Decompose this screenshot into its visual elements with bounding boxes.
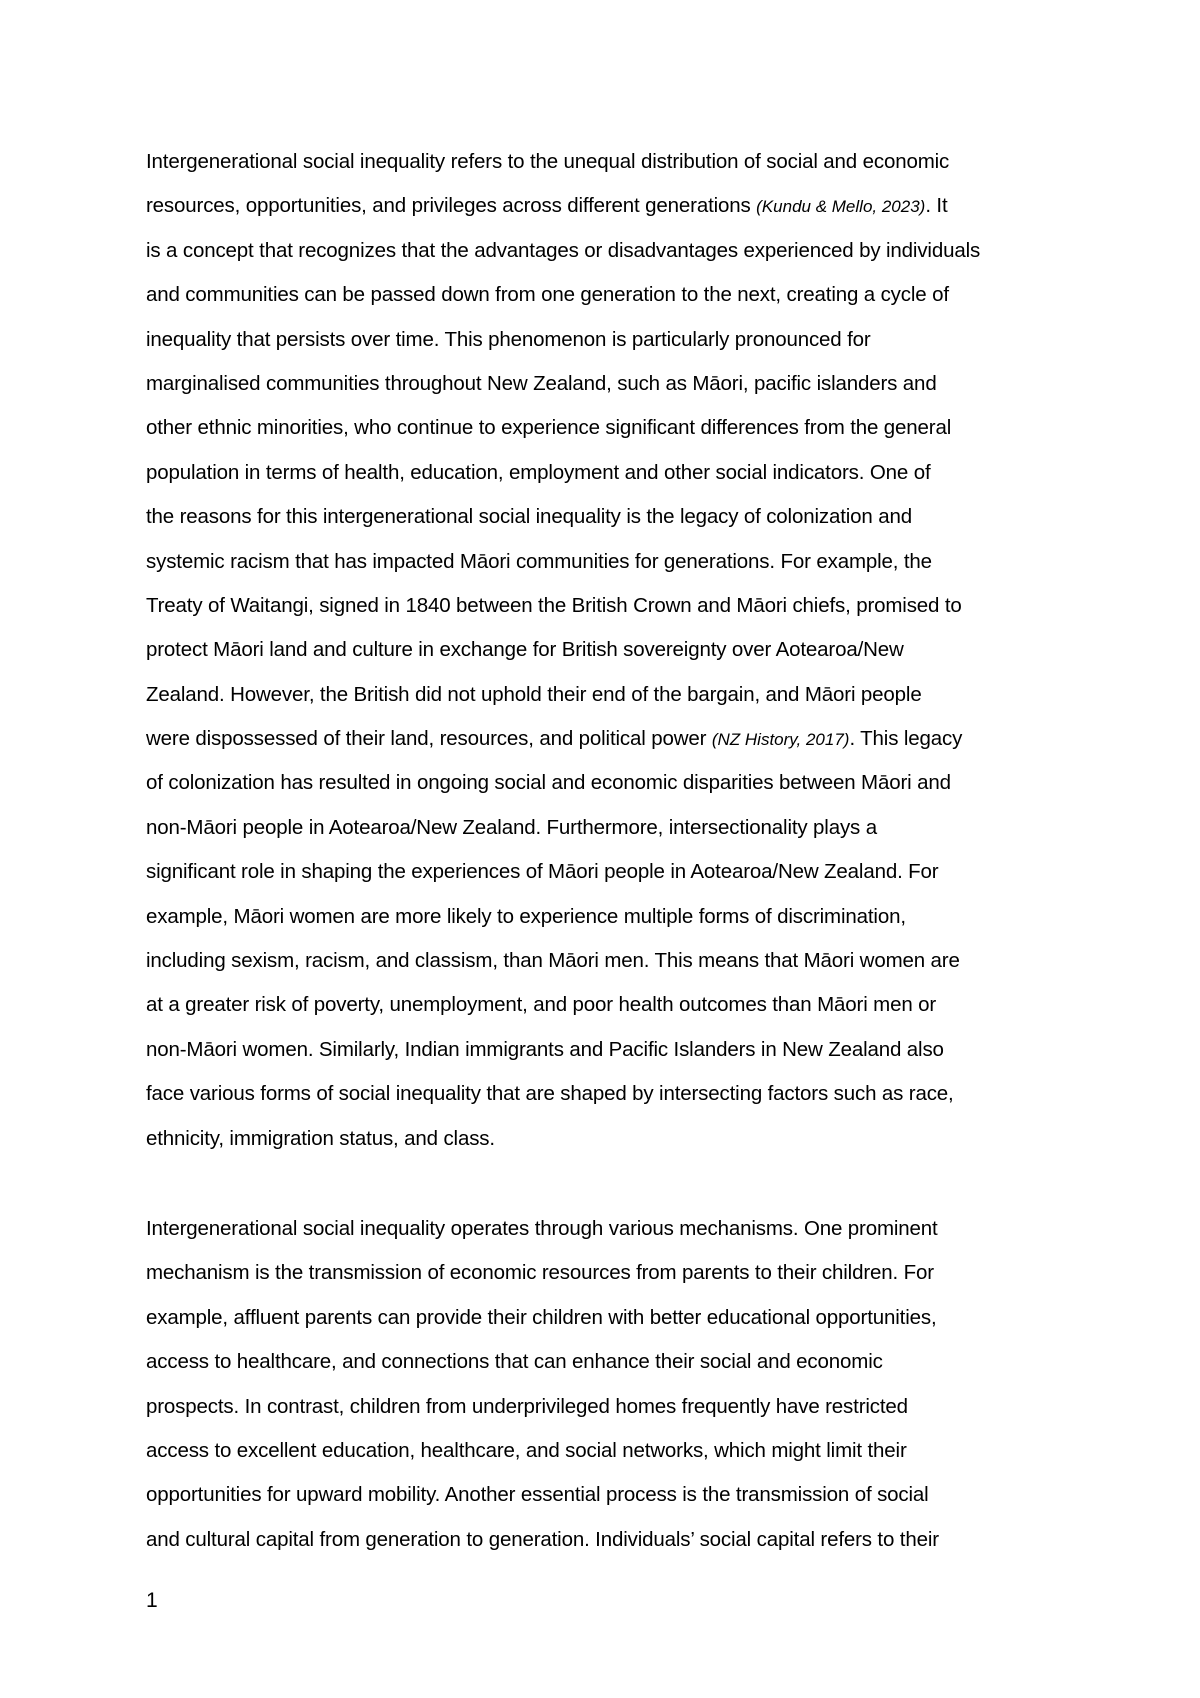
text-run: non-Māori people in Aotearoa/New Zealand. Furthermore, intersectionality plays a bbox=[146, 815, 877, 839]
citation: (Kundu & Mello, 2023) bbox=[756, 197, 926, 217]
text-run: mechanism is the transmission of economic resources from parents to their children. For bbox=[146, 1261, 934, 1285]
text-run: . It bbox=[925, 194, 948, 218]
text-line bbox=[146, 983, 980, 1027]
text-run: other ethnic minorities, who continue to experience significant differences from the general bbox=[146, 416, 952, 440]
text-run: inequality that persists over time. This phenomenon is particularly pronounced for bbox=[146, 327, 871, 351]
text-line bbox=[146, 1385, 939, 1429]
body-paragraph-1 bbox=[146, 140, 980, 1161]
text-line bbox=[146, 140, 980, 184]
text-line bbox=[146, 628, 980, 672]
text-line bbox=[146, 1207, 939, 1251]
text-line bbox=[146, 1072, 980, 1116]
text-run: . This legacy bbox=[849, 727, 963, 751]
text-line bbox=[146, 1429, 939, 1473]
text-run: opportunities for upward mobility. Another essential process is the transmission of social bbox=[146, 1483, 929, 1507]
text-run: non-Māori women. Similarly, Indian immigrants and Pacific Islanders in New Zealand also bbox=[146, 1037, 944, 1061]
text-line bbox=[146, 1251, 939, 1295]
text-run: protect Māori land and culture in exchange for British sovereignty over Aotearoa/New bbox=[146, 638, 904, 662]
text-line bbox=[146, 362, 980, 406]
text-run: including sexism, racism, and classism, than Māori men. This means that Māori women are bbox=[146, 949, 960, 973]
text-line bbox=[146, 895, 980, 939]
text-line bbox=[146, 1117, 980, 1161]
text-line bbox=[146, 318, 980, 362]
text-line bbox=[146, 584, 980, 628]
text-run: systemic racism that has impacted Māori communities for generations. For example, the bbox=[146, 549, 932, 573]
text-run: Zealand. However, the British did not uphold their end of the bargain, and Māori people bbox=[146, 682, 922, 706]
text-run: access to excellent education, healthcare, and social networks, which might limit their bbox=[146, 1438, 907, 1462]
text-run: Intergenerational social inequality operates through various mechanisms. One prominent bbox=[146, 1217, 938, 1240]
text-run: and communities can be passed down from one generation to the next, creating a cycle of bbox=[146, 283, 949, 307]
text-line bbox=[146, 1473, 939, 1517]
text-run: the reasons for this intergenerational social inequality is the legacy of colonization and bbox=[146, 505, 912, 529]
text-line bbox=[146, 717, 980, 761]
text-line bbox=[146, 1296, 939, 1340]
text-line bbox=[146, 806, 980, 850]
citation: (NZ History, 2017) bbox=[711, 730, 850, 750]
text-run: is a concept that recognizes that the advantages or disadvantages experienced by individuals bbox=[146, 238, 981, 262]
text-run: example, affluent parents can provide their children with better educational opportunities, bbox=[146, 1305, 937, 1329]
text-run: at a greater risk of poverty, unemployment, and poor health outcomes than Māori men or bbox=[146, 993, 937, 1017]
text-line bbox=[146, 1518, 939, 1562]
text-line bbox=[146, 673, 980, 717]
text-line bbox=[146, 850, 980, 894]
text-line bbox=[146, 939, 980, 983]
text-run: example, Māori women are more likely to experience multiple forms of discrimination, bbox=[146, 904, 906, 928]
text-run: significant role in shaping the experiences of Māori people in Aotearoa/New Zealand. For bbox=[146, 860, 939, 884]
text-line bbox=[146, 540, 980, 584]
text-line bbox=[146, 451, 980, 495]
body-paragraph-2 bbox=[146, 1207, 939, 1562]
page-number: 1 bbox=[146, 1589, 158, 1612]
text-run: Intergenerational social inequality refers to the unequal distribution of social and economic bbox=[146, 150, 950, 173]
text-run: population in terms of health, education, employment and other social indicators. One of bbox=[146, 460, 931, 484]
text-line bbox=[146, 406, 980, 450]
text-run: resources, opportunities, and privileges across different generations bbox=[146, 194, 757, 218]
text-line bbox=[146, 1028, 980, 1072]
text-line bbox=[146, 761, 980, 805]
text-run: marginalised communities throughout New Zealand, such as Māori, pacific islanders and bbox=[146, 371, 937, 395]
text-run: access to healthcare, and connections that can enhance their social and economic bbox=[146, 1350, 883, 1374]
text-line bbox=[146, 273, 980, 317]
text-line bbox=[146, 229, 980, 273]
text-line bbox=[146, 495, 980, 539]
text-run: ethnicity, immigration status, and class. bbox=[146, 1126, 495, 1150]
text-line bbox=[146, 184, 980, 228]
text-run: of colonization has resulted in ongoing social and economic disparities between Māori and bbox=[146, 771, 951, 795]
text-run: prospects. In contrast, children from underprivileged homes frequently have restricted bbox=[146, 1394, 908, 1418]
text-run: Treaty of Waitangi, signed in 1840 between the British Crown and Māori chiefs, promised to bbox=[146, 593, 962, 617]
text-run: were dispossessed of their land, resources, and political power bbox=[146, 727, 712, 751]
text-line bbox=[146, 1340, 939, 1384]
text-run: face various forms of social inequality that are shaped by intersecting factors such as race, bbox=[146, 1082, 954, 1106]
text-run: and cultural capital from generation to generation. Individuals’ social capital refers to their bbox=[146, 1527, 939, 1551]
